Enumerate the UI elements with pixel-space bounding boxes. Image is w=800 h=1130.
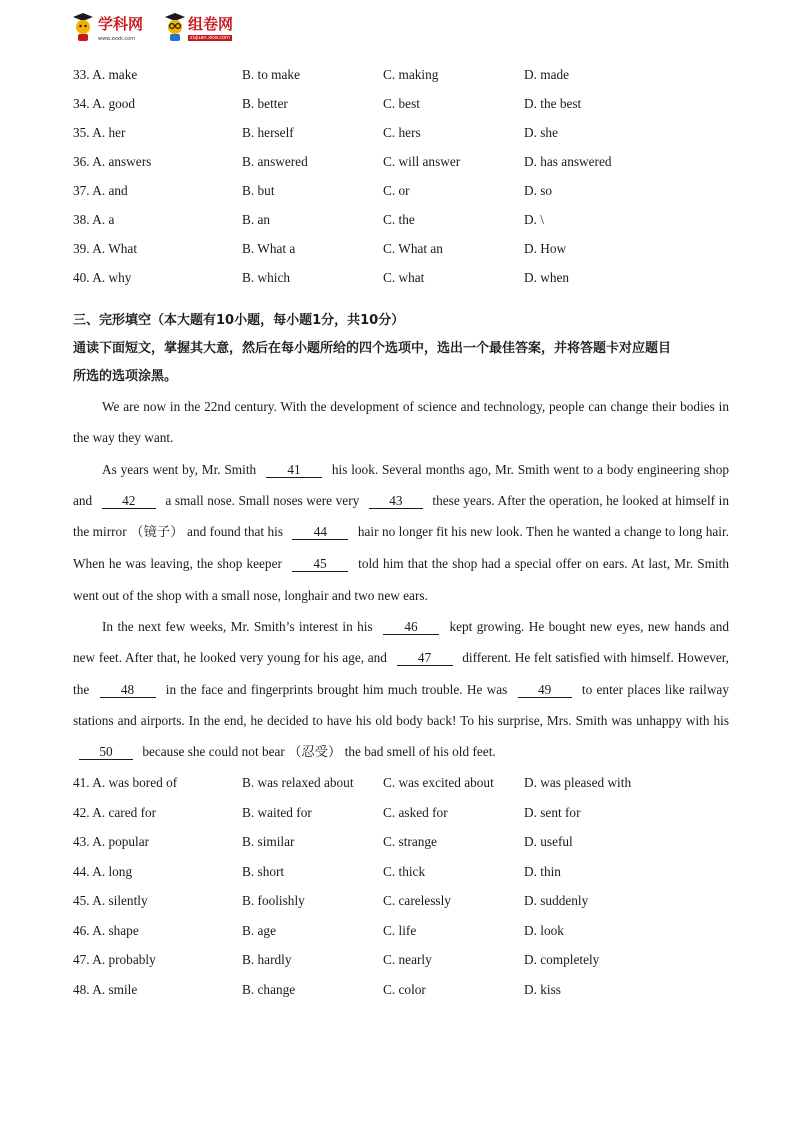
option-row-34	[73, 89, 729, 118]
blank-48: 48	[100, 683, 156, 698]
passage-paragraph-2	[73, 454, 729, 611]
option-d: D. when	[524, 269, 570, 285]
option-c: C. carelessly	[383, 893, 451, 909]
option-a: 45. A. silently	[73, 893, 148, 909]
xkw-logo-url: www.zxxk.com	[98, 36, 136, 42]
option-a: 39. A. What	[73, 240, 138, 256]
passage-text: different. He felt satisfied with himself. However, the	[73, 650, 729, 697]
zjw-logo-url: zujuan.xkw.com	[190, 35, 230, 41]
option-d: D. made	[524, 66, 570, 82]
option-a: 38. A. a	[73, 211, 115, 227]
option-c: C. will answer	[383, 153, 461, 169]
option-b: B. was relaxed about	[242, 775, 354, 791]
passage-text: the bad smell of his old feet.	[344, 744, 496, 760]
option-b: B. foolishly	[242, 893, 305, 909]
option-row-45	[73, 887, 729, 917]
blank-42: 42	[102, 494, 156, 509]
passage-text: to enter places like railway stations and airports. In the end, he decided to have his old body back! To his surprise, Mrs. Smith was unhappy with his	[73, 681, 729, 728]
option-a: 35. A. her	[73, 124, 126, 140]
zjw-logo	[164, 10, 254, 44]
option-a: 47. A. probably	[73, 952, 156, 968]
exam-content	[73, 60, 729, 1005]
section-instruction-line-1: 通读下面短文，掌握其大意，然后在每小题所给的四个选项中，选出一个最佳答案，并将答题卡对应题目	[73, 341, 672, 356]
section-instruction-line-2: 所选的选项涂黑。	[73, 369, 178, 384]
option-c: C. nearly	[383, 952, 432, 968]
passage-text: in the face and fingerprints brought him much trouble. He was	[161, 681, 512, 697]
chinese-gloss: （镜子）	[130, 525, 184, 541]
section-title: 三、完形填空（本大题有10小题，每小题1分，共10分）	[73, 313, 405, 328]
passage-text: and found that his	[183, 524, 287, 540]
option-c: C. asked for	[383, 804, 448, 820]
blank-41: 41	[266, 463, 322, 478]
xkw-logo	[72, 10, 154, 44]
option-row-44	[73, 857, 729, 887]
zjw-logo-text: 组卷网	[188, 15, 234, 33]
passage-text: In the next few weeks, Mr. Smith’s interest in his	[102, 619, 378, 635]
option-row-38	[73, 205, 729, 234]
passage-text: his look. Several months ago, Mr. Smith went to a body engineering shop and	[73, 461, 730, 508]
option-row-35	[73, 118, 729, 147]
option-b: B. What a	[242, 240, 296, 256]
option-b: B. answered	[242, 153, 308, 169]
blank-49: 49	[518, 683, 572, 698]
option-c: C. color	[383, 981, 426, 997]
passage-text: these years. After the operation, he looked at himself in the mirror	[73, 492, 730, 540]
option-c: C. making	[383, 66, 439, 82]
option-d: D. suddenly	[524, 893, 589, 909]
option-b: B. similar	[242, 834, 295, 850]
option-a: 34. A. good	[73, 95, 136, 111]
option-d: D. was pleased with	[524, 775, 632, 791]
option-c: C. was excited about	[383, 775, 494, 791]
passage-paragraph-1: We are now in the 22nd century. With the development of science and technology, people can change their bodies in the way they want.	[73, 399, 729, 446]
option-row-33	[73, 60, 729, 89]
option-b: B. but	[242, 182, 275, 198]
option-b: B. to make	[242, 66, 300, 82]
option-row-42	[73, 798, 729, 828]
chinese-gloss: （忍受）	[288, 745, 342, 761]
option-b: B. herself	[242, 124, 294, 140]
option-b: B. short	[242, 863, 285, 879]
option-b: B. an	[242, 211, 271, 227]
passage-text: because she could not bear	[139, 744, 289, 760]
option-a: 42. A. cared for	[73, 804, 157, 820]
passage-text: hair no longer fit his new look. Then he wanted a change to long hair. When he was leaving, the shop keeper	[73, 524, 729, 572]
option-c: C. or	[383, 182, 410, 198]
option-row-36	[73, 147, 729, 176]
blank-47: 47	[397, 651, 453, 666]
option-a: 37. A. and	[73, 182, 128, 198]
option-d: D. thin	[524, 863, 561, 879]
option-b: B. change	[242, 981, 296, 997]
page-header	[72, 10, 272, 44]
option-row-47	[73, 946, 729, 976]
blank-50: 50	[79, 745, 133, 760]
passage-text: kept growing. He bought new eyes, new hands and new feet. After that, he looked very young for his age, and	[73, 619, 729, 666]
option-c: C. the	[383, 211, 415, 227]
option-row-48	[73, 975, 729, 1005]
blank-44: 44	[292, 525, 348, 540]
passage-text: told him that the shop had a special offer on ears. At last, Mr. Smith went out of the shop with a small nose, longhair and two new ears.	[73, 556, 729, 603]
option-c: C. hers	[383, 124, 421, 140]
option-d: D. she	[524, 124, 558, 140]
blank-45: 45	[292, 557, 348, 572]
option-row-46	[73, 916, 729, 946]
option-a: 41. A. was bored of	[73, 775, 178, 791]
option-d: D. completely	[524, 952, 600, 968]
option-b: B. which	[242, 269, 291, 285]
option-d: D. sent for	[524, 804, 581, 820]
blank-43: 43	[369, 494, 423, 509]
option-d: D. kiss	[524, 981, 561, 997]
option-row-37	[73, 176, 729, 205]
glasses-mascot-icon	[164, 12, 186, 42]
option-a: 33. A. make	[73, 66, 138, 82]
xkw-logo-text: 学科网	[98, 15, 144, 33]
passage-text: As years went by, Mr. Smith	[102, 461, 261, 477]
option-row-40	[73, 263, 729, 292]
option-b: B. better	[242, 95, 288, 111]
option-b: B. age	[242, 922, 276, 938]
option-c: C. what	[383, 269, 425, 285]
option-row-43	[73, 828, 729, 858]
passage-paragraph-3	[73, 611, 729, 768]
options-list-top	[73, 60, 729, 292]
option-c: C. strange	[383, 834, 437, 850]
options-list-bottom	[73, 769, 729, 1005]
option-c: C. thick	[383, 863, 426, 879]
graduate-mascot-icon	[72, 12, 94, 42]
option-d: D. useful	[524, 834, 573, 850]
option-a: 40. A. why	[73, 269, 132, 285]
option-d: D. How	[524, 240, 567, 256]
option-c: C. life	[383, 922, 417, 938]
option-d: D. look	[524, 922, 564, 938]
passage-text: a small nose. Small noses were very	[161, 492, 363, 508]
option-a: 36. A. answers	[73, 153, 152, 169]
option-a: 46. A. shape	[73, 922, 139, 938]
option-row-41	[73, 769, 729, 799]
option-b: B. waited for	[242, 804, 312, 820]
option-d: D. so	[524, 182, 553, 198]
option-d: D. the best	[524, 95, 582, 111]
option-b: B. hardly	[242, 952, 292, 968]
option-c: C. best	[383, 95, 420, 111]
option-a: 44. A. long	[73, 863, 133, 879]
option-row-39	[73, 234, 729, 263]
option-c: C. What an	[383, 240, 443, 256]
option-a: 43. A. popular	[73, 834, 150, 850]
option-a: 48. A. smile	[73, 981, 138, 997]
option-d: D. \	[524, 211, 544, 227]
option-d: D. has answered	[524, 153, 612, 169]
blank-46: 46	[383, 620, 439, 635]
